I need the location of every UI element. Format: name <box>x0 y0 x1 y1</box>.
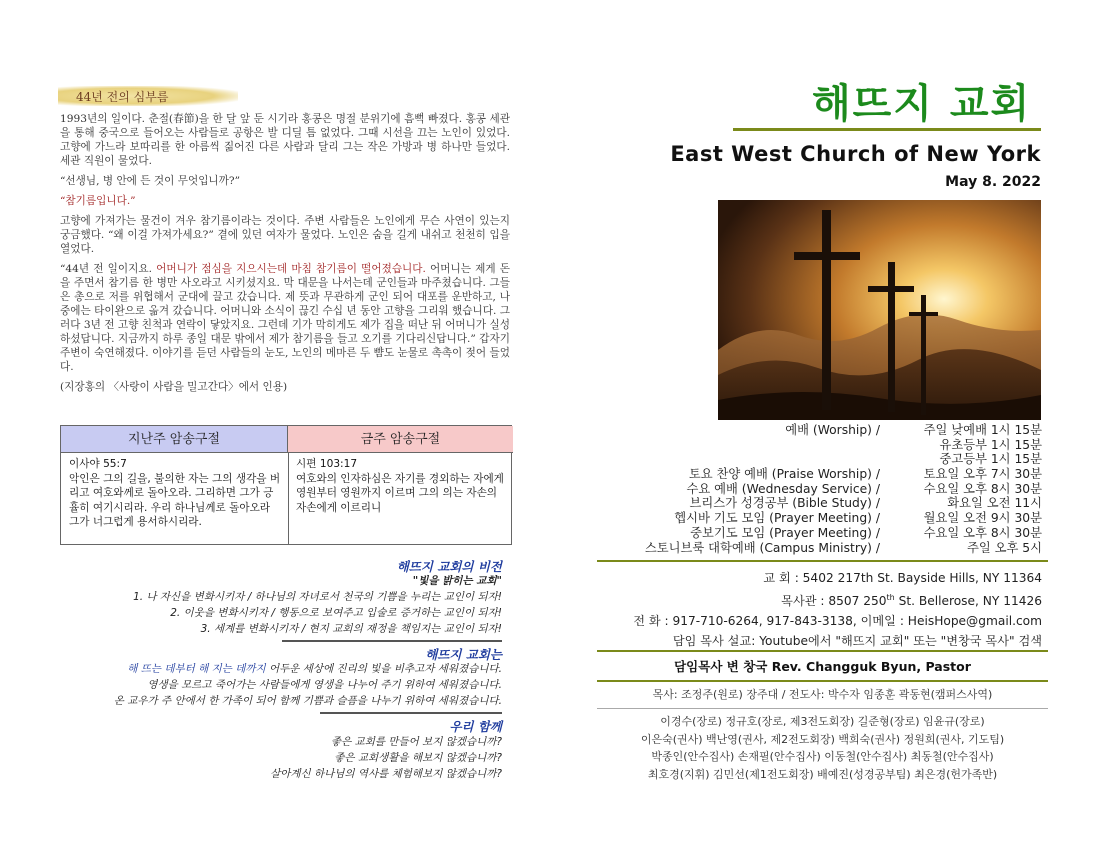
together-text <box>270 734 502 782</box>
parsonage-address <box>633 588 1042 611</box>
parsonage-ordinal: th <box>886 593 895 602</box>
mission-line-1-rest: 어두운 세상에 진리의 빛을 비추고자 세워졌습니다. <box>265 663 502 675</box>
worship-name: 스토니브룩 대학예배 (Campus Ministry) / <box>644 540 880 555</box>
elders-line-3: 박종인(안수집사) 손재필(안수집사) 이동철(안수집사) 최동철(안수집사) <box>651 750 994 763</box>
elders-line-2: 이은숙(권사) 백난영(권사, 제2전도회장) 백희숙(권사) 정원희(권사, 기도팀) <box>640 732 1005 746</box>
mission-line-1-highlight: 해 뜨는 데부터 해 지는 데까지 <box>127 663 266 675</box>
worship-row <box>560 538 1042 553</box>
senior-pastor: 담임목사 변 창국 Rev. Changguk Byun, Pastor <box>674 659 971 674</box>
story-p3-start: “44년 전 일이지요. <box>60 263 157 275</box>
vision-subtitle: "빛을 밝히는 교회" <box>412 575 502 587</box>
this-week-verse-ref: 시편 103:17 <box>296 458 358 470</box>
worship-row <box>560 523 1042 538</box>
together-line-2: 좋은 교회생활을 해보지 않겠습니까? <box>334 752 502 764</box>
this-week-verse-text: 여호와의 인자하심은 자기를 경외하는 자에게 영원부터 영원까지 이르며 그의 의는 자손의 자손에게 이르리니 <box>296 472 504 514</box>
worship-time: 화요일 오전 11시 <box>947 496 1042 511</box>
vision-item-1: 1. 나 자신을 변화시키자 / 하나님의 자녀로서 천국의 기쁨을 누리는 교인이 되자! <box>133 591 502 603</box>
together-divider <box>320 712 502 714</box>
worship-time: 토요일 오후 7시 30분 <box>923 467 1042 482</box>
vision-title: 해뜨지 교회의 비전 <box>396 559 502 574</box>
worship-time: 수요일 오후 8시 30분 <box>923 481 1042 496</box>
crosses-sunset-image <box>718 200 1041 420</box>
parsonage-address-start: 목사관 : 8507 250 <box>781 594 887 609</box>
worship-row <box>560 508 1042 526</box>
bulletin-date: May 8. 2022 <box>945 174 1041 190</box>
contact-rule-top <box>597 560 1048 562</box>
this-week-verse <box>296 457 508 515</box>
story-p3-rest: 어머니는 제게 돈을 주면서 참기름 한 병만 사오라고 시키셨지요. 막 대문을 나서는데 군인들과 마주쳤습니다. 그들은 총으로 저를 위협해서 군대에 끌고 갔습니다. 제 뜻과 무관하게 군인 되어 대포를 운반하고, 나중에는 타이완으로 옮겨 갔습니다. 어머니와 소식이 끊긴 수십 년 동안 고향을 그리워 했습니다. 그러다 3년 전 고향 친척과 연락이 닿았지요. 그런데 기가 막히게도 제가 집을 떠난 뒤 어머니가 실성하셨답니다. 지금까지 하루 종일 대문 밖에서 제가 참기름을 들고 오기를 기다리신답니다.” 갑자기 주변이 숙연해졌다. 이야기를 듣던 사람들의 눈도, 노인의 메마른 두 뺨도 눈물로 촉촉이 젖어 들었다. <box>60 263 510 373</box>
last-week-verse <box>69 457 283 530</box>
this-week-verse-header: 금주 암송구절 <box>288 426 513 453</box>
story-tag <box>58 86 238 106</box>
worship-row <box>560 464 1042 482</box>
together-line-1: 좋은 교회를 만들어 보지 않겠습니까? <box>330 736 502 748</box>
worship-name: 수요 예배 (Wednesday Service) / <box>686 481 880 496</box>
story-paragraph-2: 고향에 가져가는 물건이 겨우 참기름이라는 것이다. 주변 사람들은 노인에게 무슨 사연이 있는지 궁금했다. “왜 이걸 가져가세요?” 곁에 있던 여자가 물었다. 노인은 숨을 길게 내쉬고 천천히 입을 열었다. <box>60 215 510 255</box>
church-english-name: East West Church of New York <box>670 142 1041 166</box>
story-tag-label: 44년 전의 심부름 <box>76 90 169 104</box>
verse-divider <box>288 453 289 545</box>
worship-row <box>560 420 1042 435</box>
story-paragraph-1: 1993년의 일이다. 춘절(春節)을 한 달 앞 둔 시기라 홍콩은 명절 분위기에 흠뻑 빠졌다. 홍콩 세관을 통해 중국으로 들어오는 사람들로 공항은 발 디딜 틈 없었다. 그때 시선을 끄는 노인이 있었다. 고향에 가느라 보따리를 한 아름씩 짊어진 다른 사람과 달리 그는 작은 가방과 병 하나만 들었다. 세관 직원이 물었다. <box>60 113 510 167</box>
worship-time: 주일 낮예배 1시 15분 <box>923 423 1042 437</box>
story-citation: (지장홍의 〈사랑이 사람을 밀고간다〉에서 인용) <box>60 381 288 393</box>
worship-schedule <box>560 420 1042 555</box>
title-rule <box>733 128 1041 131</box>
elders-line-1: 이경수(장로) 정규호(장로, 제3전도회장) 길준형(장로) 임윤규(장로) <box>660 715 985 728</box>
mission-line-2: 영생을 모르고 죽어가는 사람들에게 영생을 나누어 주기 위하여 세워졌습니다. <box>147 679 502 691</box>
worship-time: 유초등부 1시 15분 <box>939 437 1042 452</box>
last-week-verse-header: 지난주 암송구절 <box>61 426 288 453</box>
worship-name: 중보기도 모임 (Prayer Meeting) / <box>690 525 880 540</box>
worship-row <box>560 479 1042 494</box>
worship-time: 월요일 오전 9시 30분 <box>923 511 1042 526</box>
elders-list <box>597 713 1048 783</box>
worship-name: 헵시바 기도 모임 (Prayer Meeting) / <box>674 511 880 526</box>
phone-email: 전 화 : 917-710-6264, 917-843-3138, 이메일 : HeisHope@gmail.com <box>633 614 1042 629</box>
worship-time: 중고등부 1시 15분 <box>939 452 1042 467</box>
last-week-verse-text: 악인은 그의 길을, 불의한 자는 그의 생각을 버리고 여호와께로 돌아오라. 그리하면 그가 긍휼히 여기시리라. 우리 하나님께로 돌아오라 그가 너그럽게 용서하시리라. <box>69 472 281 528</box>
worship-name: 브리스가 성경공부 (Bible Study) / <box>689 496 880 511</box>
vision-list <box>133 589 502 637</box>
contact-info <box>633 568 1042 651</box>
worship-name: 토요 찬양 예배 (Praise Worship) / <box>688 467 880 482</box>
worship-row <box>560 493 1042 511</box>
together-line-3: 살아계신 하나님의 역사를 체험해보지 않겠습니까? <box>270 768 502 780</box>
mission-line-3: 온 교우가 주 안에서 한 가족이 되어 함께 기쁨과 슬픔을 나누기 위하여 세워졌습니다. <box>113 695 502 707</box>
story-quote-2: “참기름입니다.” <box>60 195 136 207</box>
story-p3-highlight: 어머니가 점심을 지으시는데 마침 참기름이 떨어졌습니다. <box>156 263 426 275</box>
worship-name: 예배 (Worship) / <box>785 423 880 437</box>
worship-time: 주일 오후 5시 <box>966 540 1042 555</box>
contact-rule-bottom <box>597 708 1048 709</box>
parsonage-address-end: St. Bellerose, NY 11426 <box>894 594 1042 609</box>
worship-row <box>560 435 1042 450</box>
vision-item-2: 2. 이웃을 변화시키자 / 행동으로 보여주고 입술로 증거하는 교인이 되자! <box>170 607 502 619</box>
mission-title: 해뜨지 교회는 <box>425 647 502 662</box>
story-paragraph-3 <box>60 262 510 374</box>
mission-divider <box>282 640 502 642</box>
memory-verse-table <box>60 425 512 545</box>
church-address: 교 회 : 5402 217th St. Bayside Hills, NY 11364 <box>763 571 1042 585</box>
worship-row <box>560 449 1042 467</box>
story-quote-1: “선생님, 병 안에 든 것이 무엇입니까?” <box>60 175 240 187</box>
vision-item-3: 3. 세계를 변화시키자 / 현지 교회의 재정을 책임지는 교인이 되자! <box>200 623 502 635</box>
mission-text <box>114 661 502 709</box>
staff-list: 목사: 조정주(원로) 장주대 / 전도사: 박수자 임종훈 곽동현(캠퍼스사역) <box>652 688 993 701</box>
sermon-youtube-info: 담임 목사 설교: Youtube에서 "해뜨지 교회" 또는 "변창국 목사" 검색 <box>672 634 1042 649</box>
contact-rule-middle <box>597 650 1048 652</box>
elders-line-4: 최호경(지휘) 김민선(제1전도회장) 배예진(성경공부팀) 최은경(헌가족반) <box>647 767 998 781</box>
mission-line-1 <box>114 661 502 677</box>
last-week-verse-ref: 이사야 55:7 <box>69 458 127 470</box>
contact-rule-lower <box>597 680 1048 682</box>
church-name: 해뜨지 교회 <box>812 81 1032 127</box>
story-article <box>60 112 510 400</box>
worship-time: 수요일 오후 8시 30분 <box>923 525 1042 540</box>
together-title: 우리 함께 <box>449 719 502 734</box>
